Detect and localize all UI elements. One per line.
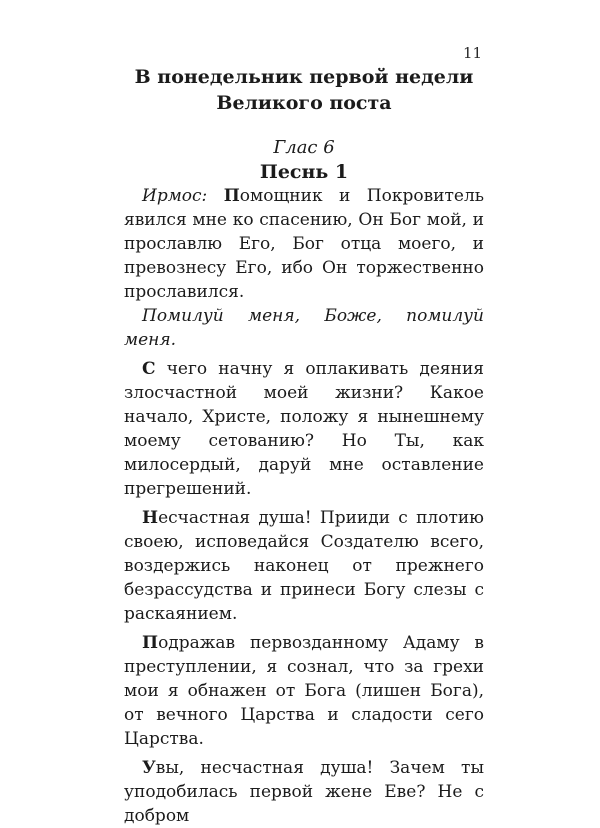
- troparion-text: одражав первозданному Адаму в преступлении, я сознал, что за грехи мои я обнажен от Бога (лишен Бога), от вечного Царства и сладости сего Царства.: [124, 633, 484, 749]
- tone-heading: Глас 6: [273, 137, 335, 158]
- troparion-paragraph: [124, 631, 484, 751]
- title-line-2: Великого поста: [216, 92, 392, 114]
- irmos-initial: П: [223, 186, 240, 206]
- page-number: 11: [463, 44, 483, 62]
- irmos-label: Ирмос:: [142, 186, 208, 206]
- troparion-initial: П: [142, 633, 159, 653]
- troparion-paragraph: [124, 756, 484, 828]
- irmos-text: омощник и Покровитель явился мне ко спасению, Он Бог мой, и прославлю Его, Бог отца моего, и превознесу Его, ибо Он торжественно прославился.: [124, 186, 484, 302]
- refrain-text: Помилуй меня, Боже, помилуй меня.: [124, 306, 484, 350]
- troparion-text: есчастная душа! Прииди с плотию своею, исповедайся Создателю всего, воздержись наконец от прежнего безрассудства и принеси Богу слезы с раскаянием.: [124, 508, 484, 624]
- troparion-paragraph: [124, 357, 484, 501]
- ode-heading: Песнь 1: [259, 161, 349, 183]
- page-title: [124, 64, 484, 116]
- title-line-1: В понедельник первой недели: [134, 66, 474, 88]
- troparion-initial: С: [142, 359, 156, 379]
- troparion-paragraph: [124, 506, 484, 626]
- troparion-initial: Н: [142, 508, 159, 528]
- troparion-text: вы, несчастная душа! Зачем ты уподобилась первой жене Еве? Не с добром: [124, 758, 484, 826]
- refrain-paragraph: [124, 304, 484, 352]
- page-content: [124, 64, 484, 828]
- irmos-paragraph: [124, 184, 484, 304]
- troparion-text: чего начну я оплакивать деяния злосчастной моей жизни? Какое начало, Христе, положу я нынешнему моему сетованию? Но Ты, как милосердый, даруй мне оставление прегрешений.: [124, 359, 484, 499]
- troparion-initial: У: [142, 758, 156, 778]
